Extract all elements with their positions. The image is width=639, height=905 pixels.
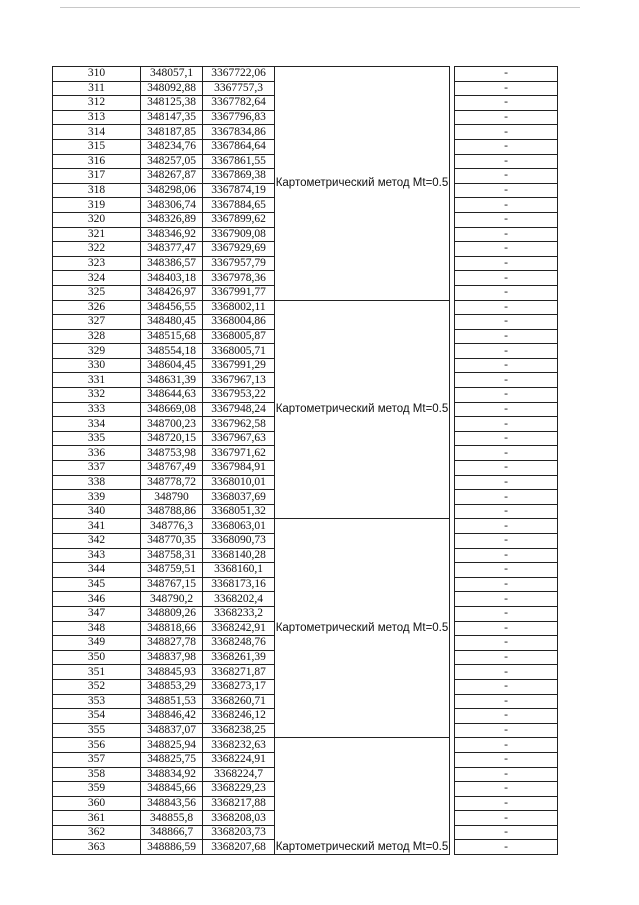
x-coordinate-cell: 348125,38	[141, 96, 203, 111]
y-coordinate-cell: 3367971,62	[203, 446, 275, 461]
dash-cell: -	[455, 81, 558, 96]
point-number-cell: 317	[53, 169, 141, 184]
point-number-cell: 352	[53, 679, 141, 694]
x-coordinate-cell: 348759,51	[141, 563, 203, 578]
x-coordinate-cell: 348827,78	[141, 636, 203, 651]
point-number-cell: 336	[53, 446, 141, 461]
point-number-cell: 319	[53, 198, 141, 213]
dash-cell: -	[455, 154, 558, 169]
point-number-cell: 327	[53, 315, 141, 330]
y-coordinate-cell: 3367869,38	[203, 169, 275, 184]
y-coordinate-cell: 3367861,55	[203, 154, 275, 169]
dash-cell: -	[455, 475, 558, 490]
x-coordinate-cell: 348767,49	[141, 461, 203, 476]
dash-cell: -	[455, 285, 558, 300]
dash-cell: -	[455, 563, 558, 578]
y-coordinate-cell: 3368233,2	[203, 606, 275, 621]
dash-cell: -	[455, 825, 558, 840]
y-coordinate-cell: 3368037,69	[203, 490, 275, 505]
point-number-cell: 346	[53, 592, 141, 607]
y-coordinate-cell: 3368005,87	[203, 329, 275, 344]
dash-cell: -	[455, 417, 558, 432]
dash-cell: -	[455, 198, 558, 213]
y-coordinate-cell: 3367782,64	[203, 96, 275, 111]
point-number-cell: 355	[53, 723, 141, 738]
x-coordinate-cell: 348386,57	[141, 256, 203, 271]
point-number-cell: 348	[53, 621, 141, 636]
dash-cell: -	[455, 212, 558, 227]
point-number-cell: 360	[53, 796, 141, 811]
point-number-cell: 322	[53, 242, 141, 257]
dash-cell: -	[455, 782, 558, 797]
x-coordinate-cell: 348720,15	[141, 431, 203, 446]
dash-cell: -	[455, 592, 558, 607]
y-coordinate-cell: 3367984,91	[203, 461, 275, 476]
dash-cell: -	[455, 256, 558, 271]
x-coordinate-cell: 348403,18	[141, 271, 203, 286]
x-coordinate-cell: 348767,15	[141, 577, 203, 592]
dash-cell: -	[455, 183, 558, 198]
coordinates-table	[52, 66, 558, 855]
y-coordinate-cell: 3367948,24	[203, 402, 275, 417]
y-coordinate-cell: 3367991,77	[203, 285, 275, 300]
dash-cell: -	[455, 446, 558, 461]
dash-cell: -	[455, 490, 558, 505]
x-coordinate-cell: 348834,92	[141, 767, 203, 782]
x-coordinate-cell: 348057,1	[141, 67, 203, 82]
table-row	[53, 300, 558, 315]
point-number-cell: 333	[53, 402, 141, 417]
x-coordinate-cell: 348644,63	[141, 388, 203, 403]
y-coordinate-cell: 3367874,19	[203, 183, 275, 198]
dash-cell: -	[455, 606, 558, 621]
y-coordinate-cell: 3368232,63	[203, 738, 275, 753]
x-coordinate-cell: 348234,76	[141, 139, 203, 154]
x-coordinate-cell: 348554,18	[141, 344, 203, 359]
y-coordinate-cell: 3368273,17	[203, 679, 275, 694]
y-coordinate-cell: 3367978,36	[203, 271, 275, 286]
y-coordinate-cell: 3368238,25	[203, 723, 275, 738]
y-coordinate-cell: 3368063,01	[203, 519, 275, 534]
x-coordinate-cell: 348515,68	[141, 329, 203, 344]
point-number-cell: 341	[53, 519, 141, 534]
x-coordinate-cell: 348845,93	[141, 665, 203, 680]
point-number-cell: 363	[53, 840, 141, 855]
y-coordinate-cell: 3368010,01	[203, 475, 275, 490]
y-coordinate-cell: 3367929,69	[203, 242, 275, 257]
y-coordinate-cell: 3367967,63	[203, 431, 275, 446]
y-coordinate-cell: 3367967,13	[203, 373, 275, 388]
dash-cell: -	[455, 811, 558, 826]
y-coordinate-cell: 3368207,68	[203, 840, 275, 855]
dash-cell: -	[455, 694, 558, 709]
y-coordinate-cell: 3368261,39	[203, 650, 275, 665]
dash-cell: -	[455, 548, 558, 563]
x-coordinate-cell: 348298,06	[141, 183, 203, 198]
x-coordinate-cell: 348377,47	[141, 242, 203, 257]
point-number-cell: 339	[53, 490, 141, 505]
x-coordinate-cell: 348631,39	[141, 373, 203, 388]
x-coordinate-cell: 348843,56	[141, 796, 203, 811]
dash-cell: -	[455, 315, 558, 330]
dash-cell: -	[455, 577, 558, 592]
x-coordinate-cell: 348604,45	[141, 358, 203, 373]
dash-cell: -	[455, 402, 558, 417]
x-coordinate-cell: 348480,45	[141, 315, 203, 330]
dash-cell: -	[455, 679, 558, 694]
x-coordinate-cell: 348770,35	[141, 534, 203, 549]
x-coordinate-cell: 348257,05	[141, 154, 203, 169]
dash-cell: -	[455, 796, 558, 811]
dash-cell: -	[455, 752, 558, 767]
y-coordinate-cell: 3367899,62	[203, 212, 275, 227]
x-coordinate-cell: 348456,55	[141, 300, 203, 315]
x-coordinate-cell: 348851,53	[141, 694, 203, 709]
y-coordinate-cell: 3367757,3	[203, 81, 275, 96]
x-coordinate-cell: 348669,08	[141, 402, 203, 417]
y-coordinate-cell: 3368260,71	[203, 694, 275, 709]
x-coordinate-cell: 348788,86	[141, 504, 203, 519]
point-number-cell: 345	[53, 577, 141, 592]
point-number-cell: 353	[53, 694, 141, 709]
y-coordinate-cell: 3368229,23	[203, 782, 275, 797]
dash-cell: -	[455, 110, 558, 125]
y-coordinate-cell: 3368271,87	[203, 665, 275, 680]
dash-cell: -	[455, 300, 558, 315]
dash-cell: -	[455, 67, 558, 82]
dash-cell: -	[455, 534, 558, 549]
dash-cell: -	[455, 344, 558, 359]
x-coordinate-cell: 348326,89	[141, 212, 203, 227]
point-number-cell: 359	[53, 782, 141, 797]
point-number-cell: 321	[53, 227, 141, 242]
x-coordinate-cell: 348778,72	[141, 475, 203, 490]
y-coordinate-cell: 3368160,1	[203, 563, 275, 578]
dash-cell: -	[455, 723, 558, 738]
dash-cell: -	[455, 358, 558, 373]
table-row	[53, 738, 558, 753]
y-coordinate-cell: 3368242,91	[203, 621, 275, 636]
table-row	[53, 519, 558, 534]
dash-cell: -	[455, 125, 558, 140]
x-coordinate-cell: 348855,8	[141, 811, 203, 826]
y-coordinate-cell: 3367796,83	[203, 110, 275, 125]
point-number-cell: 326	[53, 300, 141, 315]
y-coordinate-cell: 3368140,28	[203, 548, 275, 563]
dash-cell: -	[455, 96, 558, 111]
point-number-cell: 342	[53, 534, 141, 549]
point-number-cell: 331	[53, 373, 141, 388]
y-coordinate-cell: 3367722,06	[203, 67, 275, 82]
point-number-cell: 310	[53, 67, 141, 82]
table-row	[53, 67, 558, 82]
x-coordinate-cell: 348776,3	[141, 519, 203, 534]
y-coordinate-cell: 3367991,29	[203, 358, 275, 373]
y-coordinate-cell: 3367957,79	[203, 256, 275, 271]
y-coordinate-cell: 3368203,73	[203, 825, 275, 840]
point-number-cell: 354	[53, 709, 141, 724]
point-number-cell: 323	[53, 256, 141, 271]
point-number-cell: 347	[53, 606, 141, 621]
dash-cell: -	[455, 621, 558, 636]
point-number-cell: 318	[53, 183, 141, 198]
x-coordinate-cell: 348187,85	[141, 125, 203, 140]
scan-artifact-line	[60, 7, 580, 8]
y-coordinate-cell: 3368173,16	[203, 577, 275, 592]
y-coordinate-cell: 3368248,76	[203, 636, 275, 651]
coordinates-table-body	[53, 67, 558, 855]
x-coordinate-cell: 348790,2	[141, 592, 203, 607]
x-coordinate-cell: 348866,7	[141, 825, 203, 840]
method-cell: Картометрический метод Mt=0.5	[275, 300, 450, 519]
point-number-cell: 329	[53, 344, 141, 359]
point-number-cell: 313	[53, 110, 141, 125]
x-coordinate-cell: 348825,75	[141, 752, 203, 767]
x-coordinate-cell: 348809,26	[141, 606, 203, 621]
point-number-cell: 332	[53, 388, 141, 403]
dash-cell: -	[455, 636, 558, 651]
method-cell: Картометрический метод Mt=0.5	[275, 738, 450, 855]
x-coordinate-cell: 348267,87	[141, 169, 203, 184]
point-number-cell: 312	[53, 96, 141, 111]
dash-cell: -	[455, 461, 558, 476]
x-coordinate-cell: 348092,88	[141, 81, 203, 96]
dash-cell: -	[455, 388, 558, 403]
point-number-cell: 314	[53, 125, 141, 140]
dash-cell: -	[455, 169, 558, 184]
dash-cell: -	[455, 767, 558, 782]
dash-cell: -	[455, 665, 558, 680]
point-number-cell: 316	[53, 154, 141, 169]
point-number-cell: 350	[53, 650, 141, 665]
x-coordinate-cell: 348853,29	[141, 679, 203, 694]
y-coordinate-cell: 3368004,86	[203, 315, 275, 330]
x-coordinate-cell: 348886,59	[141, 840, 203, 855]
y-coordinate-cell: 3367953,22	[203, 388, 275, 403]
x-coordinate-cell: 348758,31	[141, 548, 203, 563]
point-number-cell: 340	[53, 504, 141, 519]
point-number-cell: 349	[53, 636, 141, 651]
y-coordinate-cell: 3368224,91	[203, 752, 275, 767]
y-coordinate-cell: 3367864,64	[203, 139, 275, 154]
method-cell: Картометрический метод Mt=0.5	[275, 67, 450, 301]
x-coordinate-cell: 348700,23	[141, 417, 203, 432]
x-coordinate-cell: 348837,98	[141, 650, 203, 665]
point-number-cell: 328	[53, 329, 141, 344]
dash-cell: -	[455, 227, 558, 242]
x-coordinate-cell: 348753,98	[141, 446, 203, 461]
x-coordinate-cell: 348818,66	[141, 621, 203, 636]
x-coordinate-cell: 348837,07	[141, 723, 203, 738]
y-coordinate-cell: 3368202,4	[203, 592, 275, 607]
y-coordinate-cell: 3368051,32	[203, 504, 275, 519]
point-number-cell: 325	[53, 285, 141, 300]
y-coordinate-cell: 3368208,03	[203, 811, 275, 826]
y-coordinate-cell: 3368090,73	[203, 534, 275, 549]
point-number-cell: 320	[53, 212, 141, 227]
point-number-cell: 311	[53, 81, 141, 96]
x-coordinate-cell: 348346,92	[141, 227, 203, 242]
dash-cell: -	[455, 840, 558, 855]
point-number-cell: 362	[53, 825, 141, 840]
point-number-cell: 315	[53, 139, 141, 154]
dash-cell: -	[455, 329, 558, 344]
point-number-cell: 357	[53, 752, 141, 767]
point-number-cell: 356	[53, 738, 141, 753]
y-coordinate-cell: 3367909,08	[203, 227, 275, 242]
y-coordinate-cell: 3368002,11	[203, 300, 275, 315]
y-coordinate-cell: 3367834,86	[203, 125, 275, 140]
dash-cell: -	[455, 519, 558, 534]
point-number-cell: 337	[53, 461, 141, 476]
x-coordinate-cell: 348845,66	[141, 782, 203, 797]
dash-cell: -	[455, 431, 558, 446]
dash-cell: -	[455, 373, 558, 388]
y-coordinate-cell: 3368224,7	[203, 767, 275, 782]
x-coordinate-cell: 348306,74	[141, 198, 203, 213]
x-coordinate-cell: 348147,35	[141, 110, 203, 125]
x-coordinate-cell: 348846,42	[141, 709, 203, 724]
dash-cell: -	[455, 738, 558, 753]
y-coordinate-cell: 3367962,58	[203, 417, 275, 432]
dash-cell: -	[455, 709, 558, 724]
point-number-cell: 324	[53, 271, 141, 286]
point-number-cell: 338	[53, 475, 141, 490]
dash-cell: -	[455, 242, 558, 257]
dash-cell: -	[455, 139, 558, 154]
point-number-cell: 330	[53, 358, 141, 373]
point-number-cell: 351	[53, 665, 141, 680]
x-coordinate-cell: 348825,94	[141, 738, 203, 753]
method-cell: Картометрический метод Mt=0.5	[275, 519, 450, 738]
y-coordinate-cell: 3368217,88	[203, 796, 275, 811]
dash-cell: -	[455, 271, 558, 286]
x-coordinate-cell: 348426,97	[141, 285, 203, 300]
dash-cell: -	[455, 650, 558, 665]
point-number-cell: 335	[53, 431, 141, 446]
y-coordinate-cell: 3368005,71	[203, 344, 275, 359]
point-number-cell: 361	[53, 811, 141, 826]
point-number-cell: 344	[53, 563, 141, 578]
y-coordinate-cell: 3367884,65	[203, 198, 275, 213]
point-number-cell: 358	[53, 767, 141, 782]
x-coordinate-cell: 348790	[141, 490, 203, 505]
point-number-cell: 343	[53, 548, 141, 563]
point-number-cell: 334	[53, 417, 141, 432]
y-coordinate-cell: 3368246,12	[203, 709, 275, 724]
dash-cell: -	[455, 504, 558, 519]
